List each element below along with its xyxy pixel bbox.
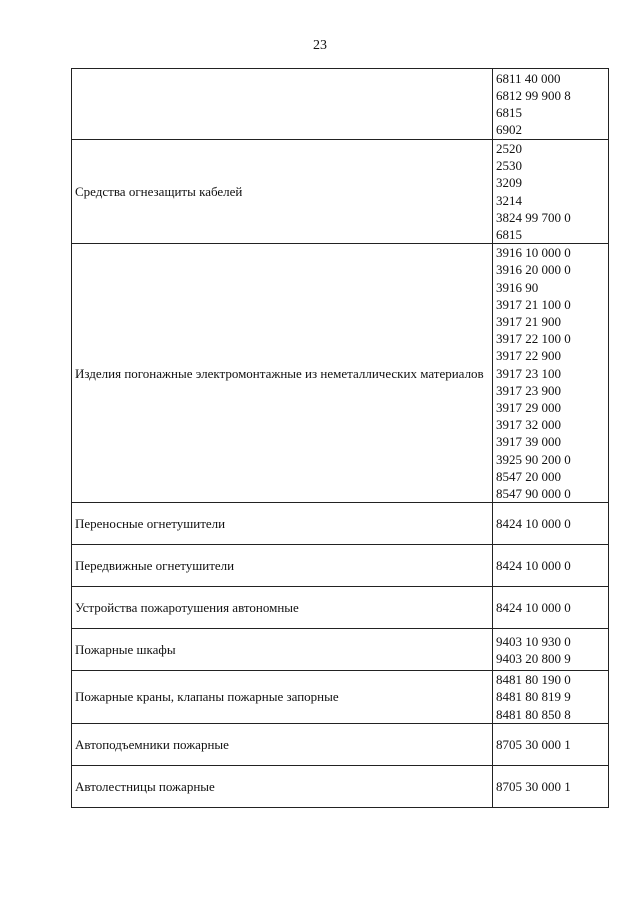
product-codes-table [71, 68, 609, 808]
product-name-cell: Средства огнезащиты кабелей [72, 140, 493, 244]
tnved-code: 3917 21 900 [496, 314, 561, 330]
tnved-code: 6902 [496, 122, 522, 138]
table-row [72, 140, 609, 244]
product-name-cell: Автоподъемники пожарные [72, 723, 493, 765]
tnved-code: 6811 40 000 [496, 70, 561, 86]
tnved-code: 8481 80 190 0 [496, 672, 571, 688]
table-row [72, 629, 609, 671]
tnved-code: 3917 22 900 [496, 348, 561, 364]
tnved-code: 3917 39 000 [496, 434, 561, 450]
tnved-code: 2520 [496, 141, 522, 156]
tnved-code-cell [493, 723, 609, 765]
tnved-code: 8705 30 000 1 [496, 778, 571, 794]
tnved-code: 6815 [496, 227, 522, 243]
tnved-code: 8424 10 000 0 [496, 600, 571, 616]
tnved-code: 3214 [496, 192, 522, 208]
product-name-cell: Устройства пожаротушения автономные [72, 587, 493, 629]
tnved-code-cell [493, 629, 609, 671]
product-name-cell: Автолестницы пожарные [72, 765, 493, 807]
tnved-code-cell [493, 503, 609, 545]
table-row [72, 69, 609, 140]
tnved-code: 3917 21 100 0 [496, 296, 571, 312]
product-name-cell: Пожарные краны, клапаны пожарные запорные [72, 671, 493, 724]
tnved-code: 3917 22 100 0 [496, 331, 571, 347]
tnved-code: 9403 10 930 0 [496, 633, 571, 649]
tnved-code: 3916 90 [496, 279, 539, 295]
table-row [72, 671, 609, 724]
table-row [72, 545, 609, 587]
tnved-code: 6812 99 900 8 [496, 87, 571, 103]
table-row [72, 503, 609, 545]
product-name-cell [72, 69, 493, 140]
tnved-code-cell [493, 765, 609, 807]
tnved-code-cell [493, 69, 609, 140]
table-row [72, 244, 609, 503]
tnved-code: 3917 29 000 [496, 400, 561, 416]
table-row [72, 723, 609, 765]
tnved-code: 3925 90 200 0 [496, 451, 571, 467]
tnved-code: 3916 20 000 0 [496, 262, 571, 278]
tnved-code-cell [493, 244, 609, 503]
product-name-cell: Переносные огнетушители [72, 503, 493, 545]
tnved-code: 3917 23 100 [496, 365, 561, 381]
tnved-code: 8481 80 850 8 [496, 706, 571, 722]
tnved-code: 6815 [496, 105, 522, 120]
tnved-code-cell [493, 671, 609, 724]
tnved-code: 3917 23 900 [496, 382, 561, 398]
tnved-code: 8547 20 000 [496, 468, 561, 484]
tnved-code-cell [493, 140, 609, 244]
page-number: 23 [313, 38, 327, 53]
tnved-code-cell [493, 545, 609, 587]
tnved-code: 2530 [496, 158, 522, 174]
tnved-code: 8424 10 000 0 [496, 558, 571, 574]
table-row [72, 587, 609, 629]
product-name-cell: Передвижные огнетушители [72, 545, 493, 587]
tnved-code: 8705 30 000 1 [496, 736, 571, 752]
tnved-code: 3209 [496, 175, 522, 191]
tnved-code: 3916 10 000 0 [496, 245, 571, 261]
tnved-code: 9403 20 800 9 [496, 650, 571, 666]
tnved-code: 3917 32 000 [496, 417, 561, 433]
tnved-code: 8481 80 819 9 [496, 689, 571, 705]
tnved-code: 8547 90 000 0 [496, 486, 571, 502]
tnved-code: 3824 99 700 0 [496, 209, 571, 225]
product-name-cell: Изделия погонажные электромонтажные из неметаллических материалов [72, 244, 493, 503]
table-row [72, 765, 609, 807]
tnved-code: 8424 10 000 0 [496, 516, 571, 532]
product-name-cell: Пожарные шкафы [72, 629, 493, 671]
tnved-code-cell [493, 587, 609, 629]
